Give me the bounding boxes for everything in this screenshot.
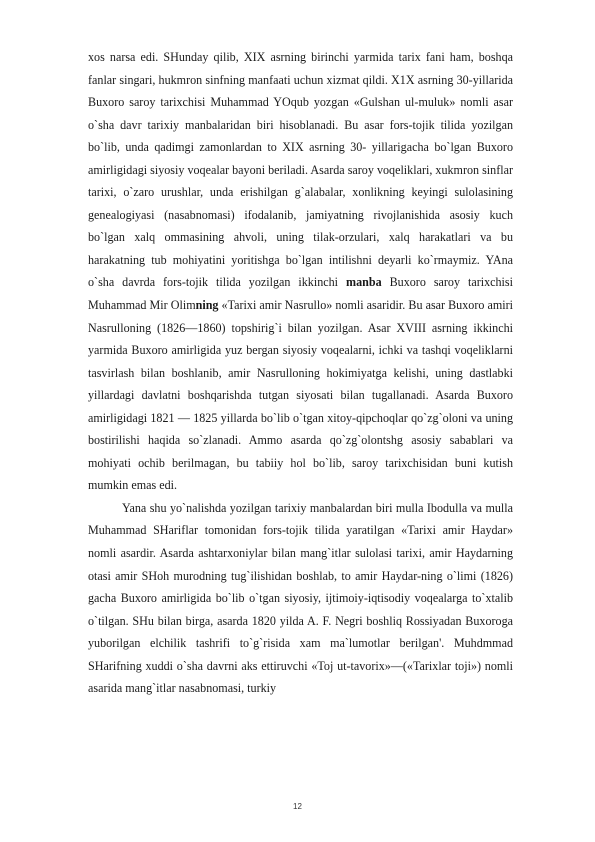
paragraph-1-part-1: xos narsa edi. SHunday qilib, XIX asrning birinchi yarmida tarix fani ham, boshqa fanlar singari, hukmron sinfning manfaati uchun xizmat qildi. X1X asrning 30-yillarida Buxoro saroy tarixchisi Muhammad YOqub yozgan «Gulshan ul-muluk» nomli asar o`sha davr tarixiy manbalaridan biri hisoblanadi. Bu asar fors-tojik tilida yozilgan bo`lib, unda qadimgi zamonlardan to XIX asrning 30- yillarigacha bo`lgan Buxoro amirligidagi siyosiy voqealar bayoni beriladi. Asarda saroy voqeliklari, xukmron sinflar tarixi, o`zaro urushlar, unda erishilgan g`alabalar, xonlikning keyingi sulolasining genealogiyasi (nasabnomasi) ifodalanib, jamiyatning rivojlanishida asosiy kuch bo`lgan xalq ommasining ahvoli, uning tilak-orzulari, xalq harakatlari va bu harakatning tub mohiyatini yoritishga bo`lgan intilishni deyarli ko`rmaymiz. YAna o`sha davrda fors-tojik tilida yozilgan ikkinchi xyxy=(88,50,513,290)
body-text xyxy=(88,46,513,700)
paragraph-1 xyxy=(88,46,513,497)
bold-suffix-ning: ning xyxy=(195,298,219,313)
paragraph-1-part-2: Buxoro saroy tarixchisi Muhammad Mir Olim xyxy=(88,275,513,313)
bold-word-manba: manba xyxy=(346,275,382,290)
paragraph-1-part-3: «Tarixi amir Nasrullo» nomli asaridir. Bu asar Buxoro amiri Nasrulloning (1826—1860) topshirig`i bilan yozilgan. Asar XVIII asrning ikkinchi yarmida Buxoro amirligida yuz bergan siyosiy voqealarni, ichki va tashqi voqeliklarni tasvirlash bilan boshlanib, amir Nasrulloning hokimiyatga kelishi, uning dastlabki yillardagi davlatni boshqarishda tutgan siyosati bilan tugallanadi. Asarda Buxoro amirligidagi 1821 — 1825 yillarda bo`lib o`tgan xitoy-qipchoqlar qo`zg`oloni va uning bostirilishi haqida so`zlanadi. Ammo asarda qo`zg`olontshg asosiy sabablari va mohiyati ochib berilmagan, bu tabiiy hol bo`lib, saroy tarixchisidan buni kutish mumkin emas edi. xyxy=(88,298,514,493)
page-number: 12 xyxy=(293,802,302,811)
paragraph-2: Yana shu yo`nalishda yozilgan tarixiy manbalardan biri mulla Ibodulla va mulla Muhammad SHariflar tomonidan fors-tojik tilida yaratilgan «Tarixi amir Haydar» nomli asardir. Asarda ashtarxoniylar bilan mang`itlar sulolasi tarixi, amir Haydarning otasi amir SHoh murodning tug`ilishidan boshlab, to amir Haydar-ning o`limi (1826) gacha Buxoro amirligida bo`lib o`tgan siyosiy, ijtimoiy-iqtisodiy voqealarga to`xtalib o`tilgan. SHu bilan birga, asarda 1820 yilda A. F. Negri boshliq Rossiyadan Buxoroga yuborilgan elchilik tashrifi to`g`risida xam ma`lumotlar berilgan'. Muhdmmad SHarifning xuddi o`sha davrni aks ettiruvchi «Toj ut-tavorix»—(«Tarixlar toji») nomli asarida mang`itlar nasabnomasi, turkiy xyxy=(88,500,513,696)
